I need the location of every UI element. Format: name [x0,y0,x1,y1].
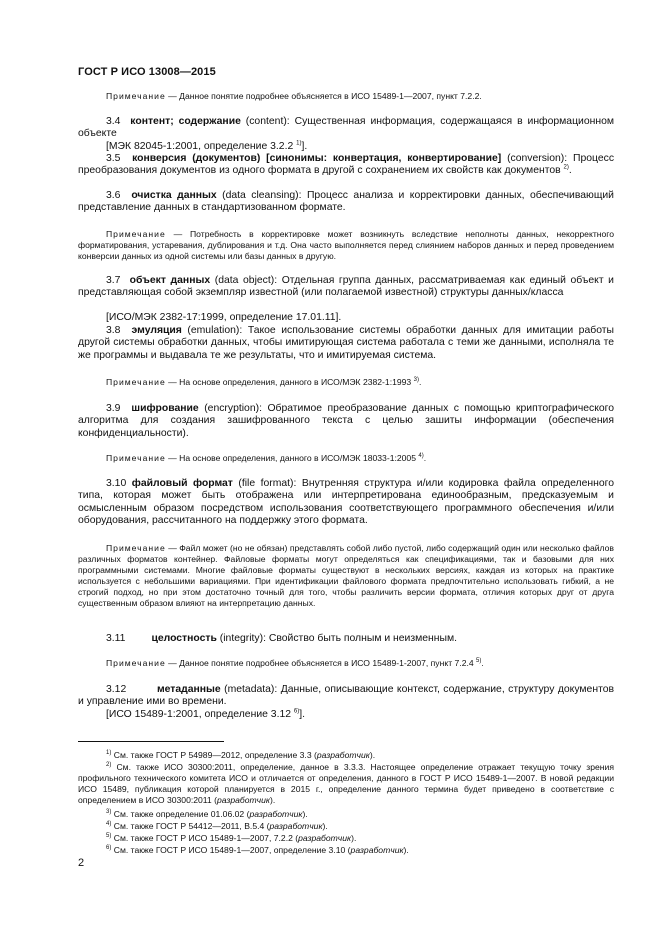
note-6: Примечание — Данное понятие подробнее объясняется в ИСО 15489-1-2007, пункт 7.2.4 $^{5)}$. [106,658,484,668]
note-4: Примечание — На основе определения, данного в ИСО/МЭК 18033-1:2005 $^{4)}$. [106,453,427,463]
footnote-2: $^{2)}$ См. также ИСО 30300:2011, определение, данное в 3.3.3. Настоящее определение отражает текущую точку зрения профильного технического комитета ИСО и отличается от определения, данного в ГОСТ Р ИСО 15489-1—2007. В новой редакции ИСО 15489, публикация которой планируется в 2015 г., определение данного термина будет приведено в соответствие с определением в ИСО 30300:2011 (разработчик). [78,762,614,805]
footnote-1: $^{1)}$ См. также ГОСТ Р 54989—2012, определение 3.3 (разработчик). [106,750,376,760]
definition-3-4: 3.4 контент; содержание (content): Существенная информация, содержащаяся в информационном объекте [78,116,615,140]
term: целостность [151,633,217,644]
definition-3-12: 3.12 метаданные (metadata): Данные, описывающие контекст, содержание, структуру документов и управление ими во времени. [78,684,615,708]
page-number: 2 [78,857,85,869]
footnote-4: $^{4)}$ См. также ГОСТ Р 54412—2011, В.5.4 (разработчик). [106,821,328,831]
source-3-12: [ИСО 15489-1:2001, определение 3.12 $^{6)}$]. [106,708,306,720]
term: контент; содержание [130,116,241,127]
source-3-7: [ИСО/МЭК 2382-17:1999, определение 17.01.11]. [106,312,342,323]
definition-3-5: 3.5 конверсия (документов) [синонимы: конвертация, конвертирование] (conversion): Процесс преобразования документов из одного формата в другой с сохранением их свойств как документов $^{2)}$. [78,153,615,177]
term: эмуляция [131,325,182,336]
footnote-divider [78,741,224,742]
definition-3-9: 3.9 шифрование (encryption): Обратимое преобразование данных с помощью криптографического алгоритма для создания зашифрованного текста с целью зашиты информации (обеспечения конфиденциальности). [78,403,615,439]
footnote-6: $^{6)}$ См. также ГОСТ Р ИСО 15489-1—2007, определение 3.10 (разработчик). [106,845,409,855]
definition-3-6: 3.6 очистка данных (data cleansing): Процесс анализа и корректировки данных, обеспечивающий представление данных в стандартизованном формате. [78,190,614,214]
note-3: Примечание — На основе определения, данного в ИСО/МЭК 2382-1:1993 $^{3)}$. [106,377,422,387]
note-5: Примечание — Файл может (но не обязан) представлять собой либо пустой, либо содержащий один или несколько файлов различных форматов контейнер. Файловые форматы могут определяться как спецификациями, так и базовыми для них программными системами. Многие файловые форматы существуют в нескольких версиях, каждая из которых на практике используется с небольшими вариациями. При идентификации файлового формата предпочтительно использовать гибкий, а не строгий подход, но при этом достаточно точный для того, чтобы различить версии формата, отличия которых друг от друга существенным образом влияют на интерпретацию данных. [78,543,614,608]
source-3-4: [МЭК 82045-1:2001, определение 3.2.2 $^{1)}$]. [106,140,308,152]
definition-3-8: 3.8 эмуляция (emulation): Такое использование системы обработки данных для имитации работы другой системы обработки данных, чтобы имитирующая система работала с теми же данными, исполняла те же программы и выдавала те же результаты, что и имитируемая система. [78,325,614,361]
definition-3-7: 3.7 объект данных (data object): Отдельная группа данных, рассматриваемая как единый объект и представляющая собой экземпляр известной (или полагаемой известной) структуры данных/класса [78,275,614,299]
term: файловый формат [131,478,233,489]
term: шифрование [131,403,199,414]
term: очистка данных [131,190,217,201]
term: метаданные [156,684,221,695]
term: объект данных [129,275,211,286]
note-1: Примечание — Данное понятие подробнее объясняется в ИСО 15489-1—2007, пункт 7.2.2. [106,91,482,101]
footnote-3: $^{3)}$ См. также определение 01.06.02 (разработчик). [106,809,308,819]
definition-3-11: 3.11 целостность (integrity): Свойство быть полным и неизменным. [106,633,458,644]
note-2: Примечание — Потребность в корректировке может возникнуть вследствие неполноты данных, некорректного форматирования, устаревания, дублирования и т.д. Она часто выполняется перед слиянием наборов данных и перед проведением конверсии данных из одной системы или базы данных в другую. [78,229,615,261]
footnote-5: $^{5)}$ См. также ГОСТ Р ИСО 15489-1—2007, 7.2.2 (разработчик). [106,833,357,843]
term: конверсия (документов) [синонимы: конвертация, конвертирование] [132,153,502,164]
note-label: Примечание [106,91,166,101]
document-header: ГОСТ Р ИСО 13008—2015 [78,66,216,78]
definition-3-10: 3.10 файловый формат (file format): Внутренняя структура и/или кодировка файла определенного типа, которая может быть отображена или интерпретирована единообразным, предсказуемым и осмысленным образом посредством использования соответствующего программного обеспечения и/или оборудования, рассчитанного на поддержку этого формата. [78,478,614,526]
